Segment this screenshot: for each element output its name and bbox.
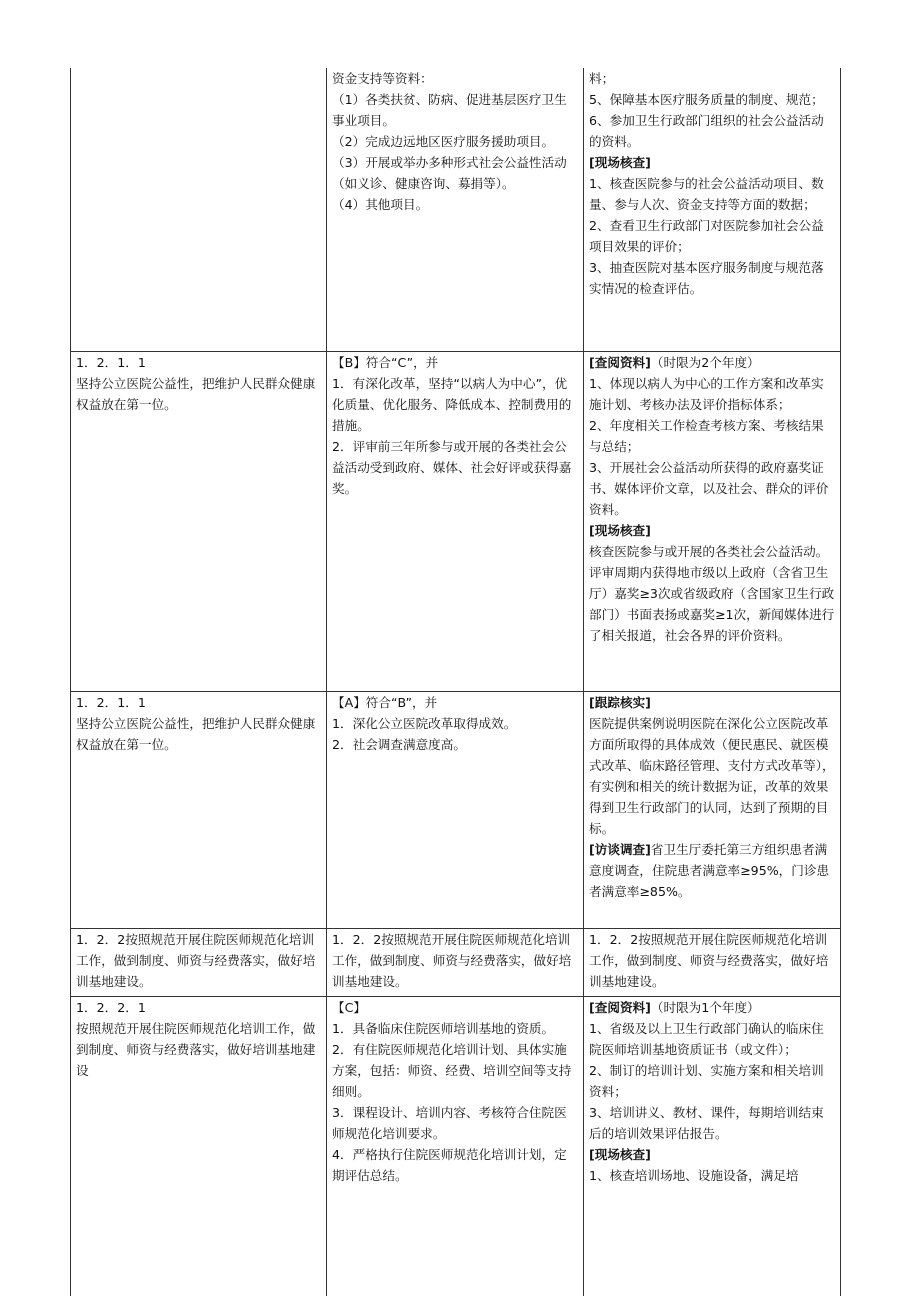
heading-note: （时限为1个年度） (650, 999, 760, 1015)
criteria-cell (327, 996, 584, 1296)
cell-line: 1．2．2按照规范开展住院医师规范化培训工作，做到制度、师资与经费落实，做好培训基地建设。 (589, 931, 829, 989)
standard-item-cell (71, 68, 327, 351)
cell-line: 【C】 (332, 999, 366, 1015)
cell-line: 料； (589, 71, 615, 86)
cell-line (589, 152, 836, 173)
cell-line: 1、核查医院参与的社会公益活动项目、数量、参与人次、资金支持等方面的数据； (589, 176, 824, 212)
cell-line: 4．严格执行住院医师规范化培训计划，定期评估总结。 (332, 1146, 567, 1183)
table-row (71, 68, 841, 351)
cell-line: 坚持公立医院公益性，把维护人民群众健康权益放在第一位。 (76, 715, 316, 752)
cell-line: 1．具备临床住院医师培训基地的资质。 (332, 1020, 555, 1036)
cell-line: 1．2．1．1 (76, 354, 146, 370)
cell-line: 1．2．2按照规范开展住院医师规范化培训工作，做到制度、师资与经费落实，做好培训基地建设。 (76, 931, 316, 989)
heading-note: 省卫生厅委托第三方组织患者满意度调查，住院患者满意率≥95%，门诊患者满意率≥85%。 (589, 841, 830, 899)
cell-line: 3、培训讲义、教材、课件，每期培训结束后的培训效果评估报告。 (589, 1104, 824, 1141)
section-heading: [查阅资料] (589, 354, 651, 370)
cell-line: 1、体现以病人为中心的工作方案和改革实施计划、考核办法及评价指标体系； (589, 375, 824, 412)
criteria-cell (327, 928, 584, 996)
table-row (71, 996, 841, 1296)
cell-line: 医院提供案例说明医院在深化公立医院改革方面所取得的具体成效（便民惠民、就医模式改革、临床路径管理、支付方式改革等），有实例和相关的统计数据为证，改革的效果得到卫生行政部门的认同，达到了预期的目标。 (589, 715, 835, 836)
cell-line: 资金支持等资料： (332, 71, 433, 86)
verification-method-cell (584, 996, 841, 1296)
cell-line: （4）其他项目。 (332, 197, 429, 212)
cell-line: 1、省级及以上卫生行政部门确认的临床住院医师培训基地资质证书（或文件）； (589, 1020, 824, 1057)
section-heading: [访谈调查] (589, 841, 651, 857)
cell-line: 2、查看卫生行政部门对医院参加社会公益项目效果的评价； (589, 218, 824, 254)
cell-line: 核查医院参与或开展的各类社会公益活动。评审周期内获得地市级以上政府（含省卫生厅）嘉奖≥3次或省级政府（含国家卫生行政部门）书面表扬或嘉奖≥1次，新闻媒体进行了相关报道，社会各界的评价资料。 (589, 543, 835, 643)
cell-line (589, 352, 836, 373)
cell-line (589, 520, 836, 541)
evaluation-standards-table (70, 68, 841, 1296)
cell-line: 【A】符合“B”，并 (332, 694, 438, 710)
verification-method-cell (584, 691, 841, 928)
cell-line: 【B】符合“C”，并 (332, 354, 439, 370)
cell-line: 按照规范开展住院医师规范化培训工作，做到制度、师资与经费落实，做好培训基地建设 (76, 1020, 316, 1078)
cell-line: 2、制订的培训计划、实施方案和相关培训资料； (589, 1062, 824, 1099)
section-heading: [跟踪核实] (589, 694, 651, 710)
cell-line (589, 839, 836, 902)
standard-item-cell (71, 996, 327, 1296)
verification-method-cell (584, 68, 841, 351)
table-row (71, 691, 841, 928)
cell-line (589, 997, 836, 1018)
cell-line: 2．有住院医师规范化培训计划、具体实施方案，包括：师资、经费、培训空间等支持细则。 (332, 1041, 572, 1099)
table-row (71, 351, 841, 691)
cell-line (589, 692, 836, 713)
standard-item-cell (71, 351, 327, 691)
cell-line: 1．2．2．1 (76, 999, 146, 1015)
cell-line: 坚持公立医院公益性，把维护人民群众健康权益放在第一位。 (76, 375, 316, 412)
section-heading: [现场核查] (589, 522, 651, 538)
cell-line: （1）各类扶贫、防病、促进基层医疗卫生事业项目。 (332, 92, 567, 128)
cell-line: （2）完成边远地区医疗服务援助项目。 (332, 134, 555, 149)
criteria-cell (327, 351, 584, 691)
section-heading: [查阅资料] (589, 999, 651, 1015)
cell-line: 2．评审前三年所参与或开展的各类社会公益活动受到政府、媒体、社会好评或获得嘉奖。 (332, 438, 572, 496)
table-body (71, 68, 841, 1296)
cell-line: 1．2．2按照规范开展住院医师规范化培训工作，做到制度、师资与经费落实，做好培训基地建设。 (332, 931, 572, 989)
cell-line: 3、抽查医院对基本医疗服务制度与规范落实情况的检查评估。 (589, 260, 824, 296)
section-heading: [现场核查] (589, 1146, 651, 1162)
standard-item-cell (71, 928, 327, 996)
table-row (71, 928, 841, 996)
cell-line: 3．课程设计、培训内容、考核符合住院医师规范化培训要求。 (332, 1104, 567, 1141)
cell-line: 3、开展社会公益活动所获得的政府嘉奖证书、媒体评价文章，以及社会、群众的评价资料。 (589, 459, 829, 517)
criteria-cell (327, 68, 584, 351)
cell-line: （3）开展或举办多种形式社会公益性活动（如义诊、健康咨询、募捐等）。 (332, 155, 567, 191)
cell-line: 1、核查培训场地、设施设备，满足培 (589, 1167, 799, 1183)
cell-line: 2．社会调查满意度高。 (332, 736, 466, 752)
cell-line: 1．有深化改革，坚持“以病人为中心”，优化质量、优化服务、降低成本、控制费用的措施。 (332, 375, 572, 433)
cell-line: 5、保障基本医疗服务质量的制度、规范； (589, 92, 824, 107)
cell-line: 1．深化公立医院改革取得成效。 (332, 715, 517, 731)
heading-note: （时限为2个年度） (650, 354, 760, 370)
cell-line: 6、参加卫生行政部门组织的社会公益活动的资料。 (589, 113, 824, 149)
cell-line (589, 1144, 836, 1165)
standards-document (70, 68, 840, 1296)
cell-line: 2、年度相关工作检查考核方案、考核结果与总结； (589, 417, 824, 454)
verification-method-cell (584, 351, 841, 691)
cell-line: 1．2．1．1 (76, 694, 146, 710)
criteria-cell (327, 691, 584, 928)
section-heading: [现场核查] (589, 155, 651, 170)
standard-item-cell (71, 691, 327, 928)
verification-method-cell (584, 928, 841, 996)
